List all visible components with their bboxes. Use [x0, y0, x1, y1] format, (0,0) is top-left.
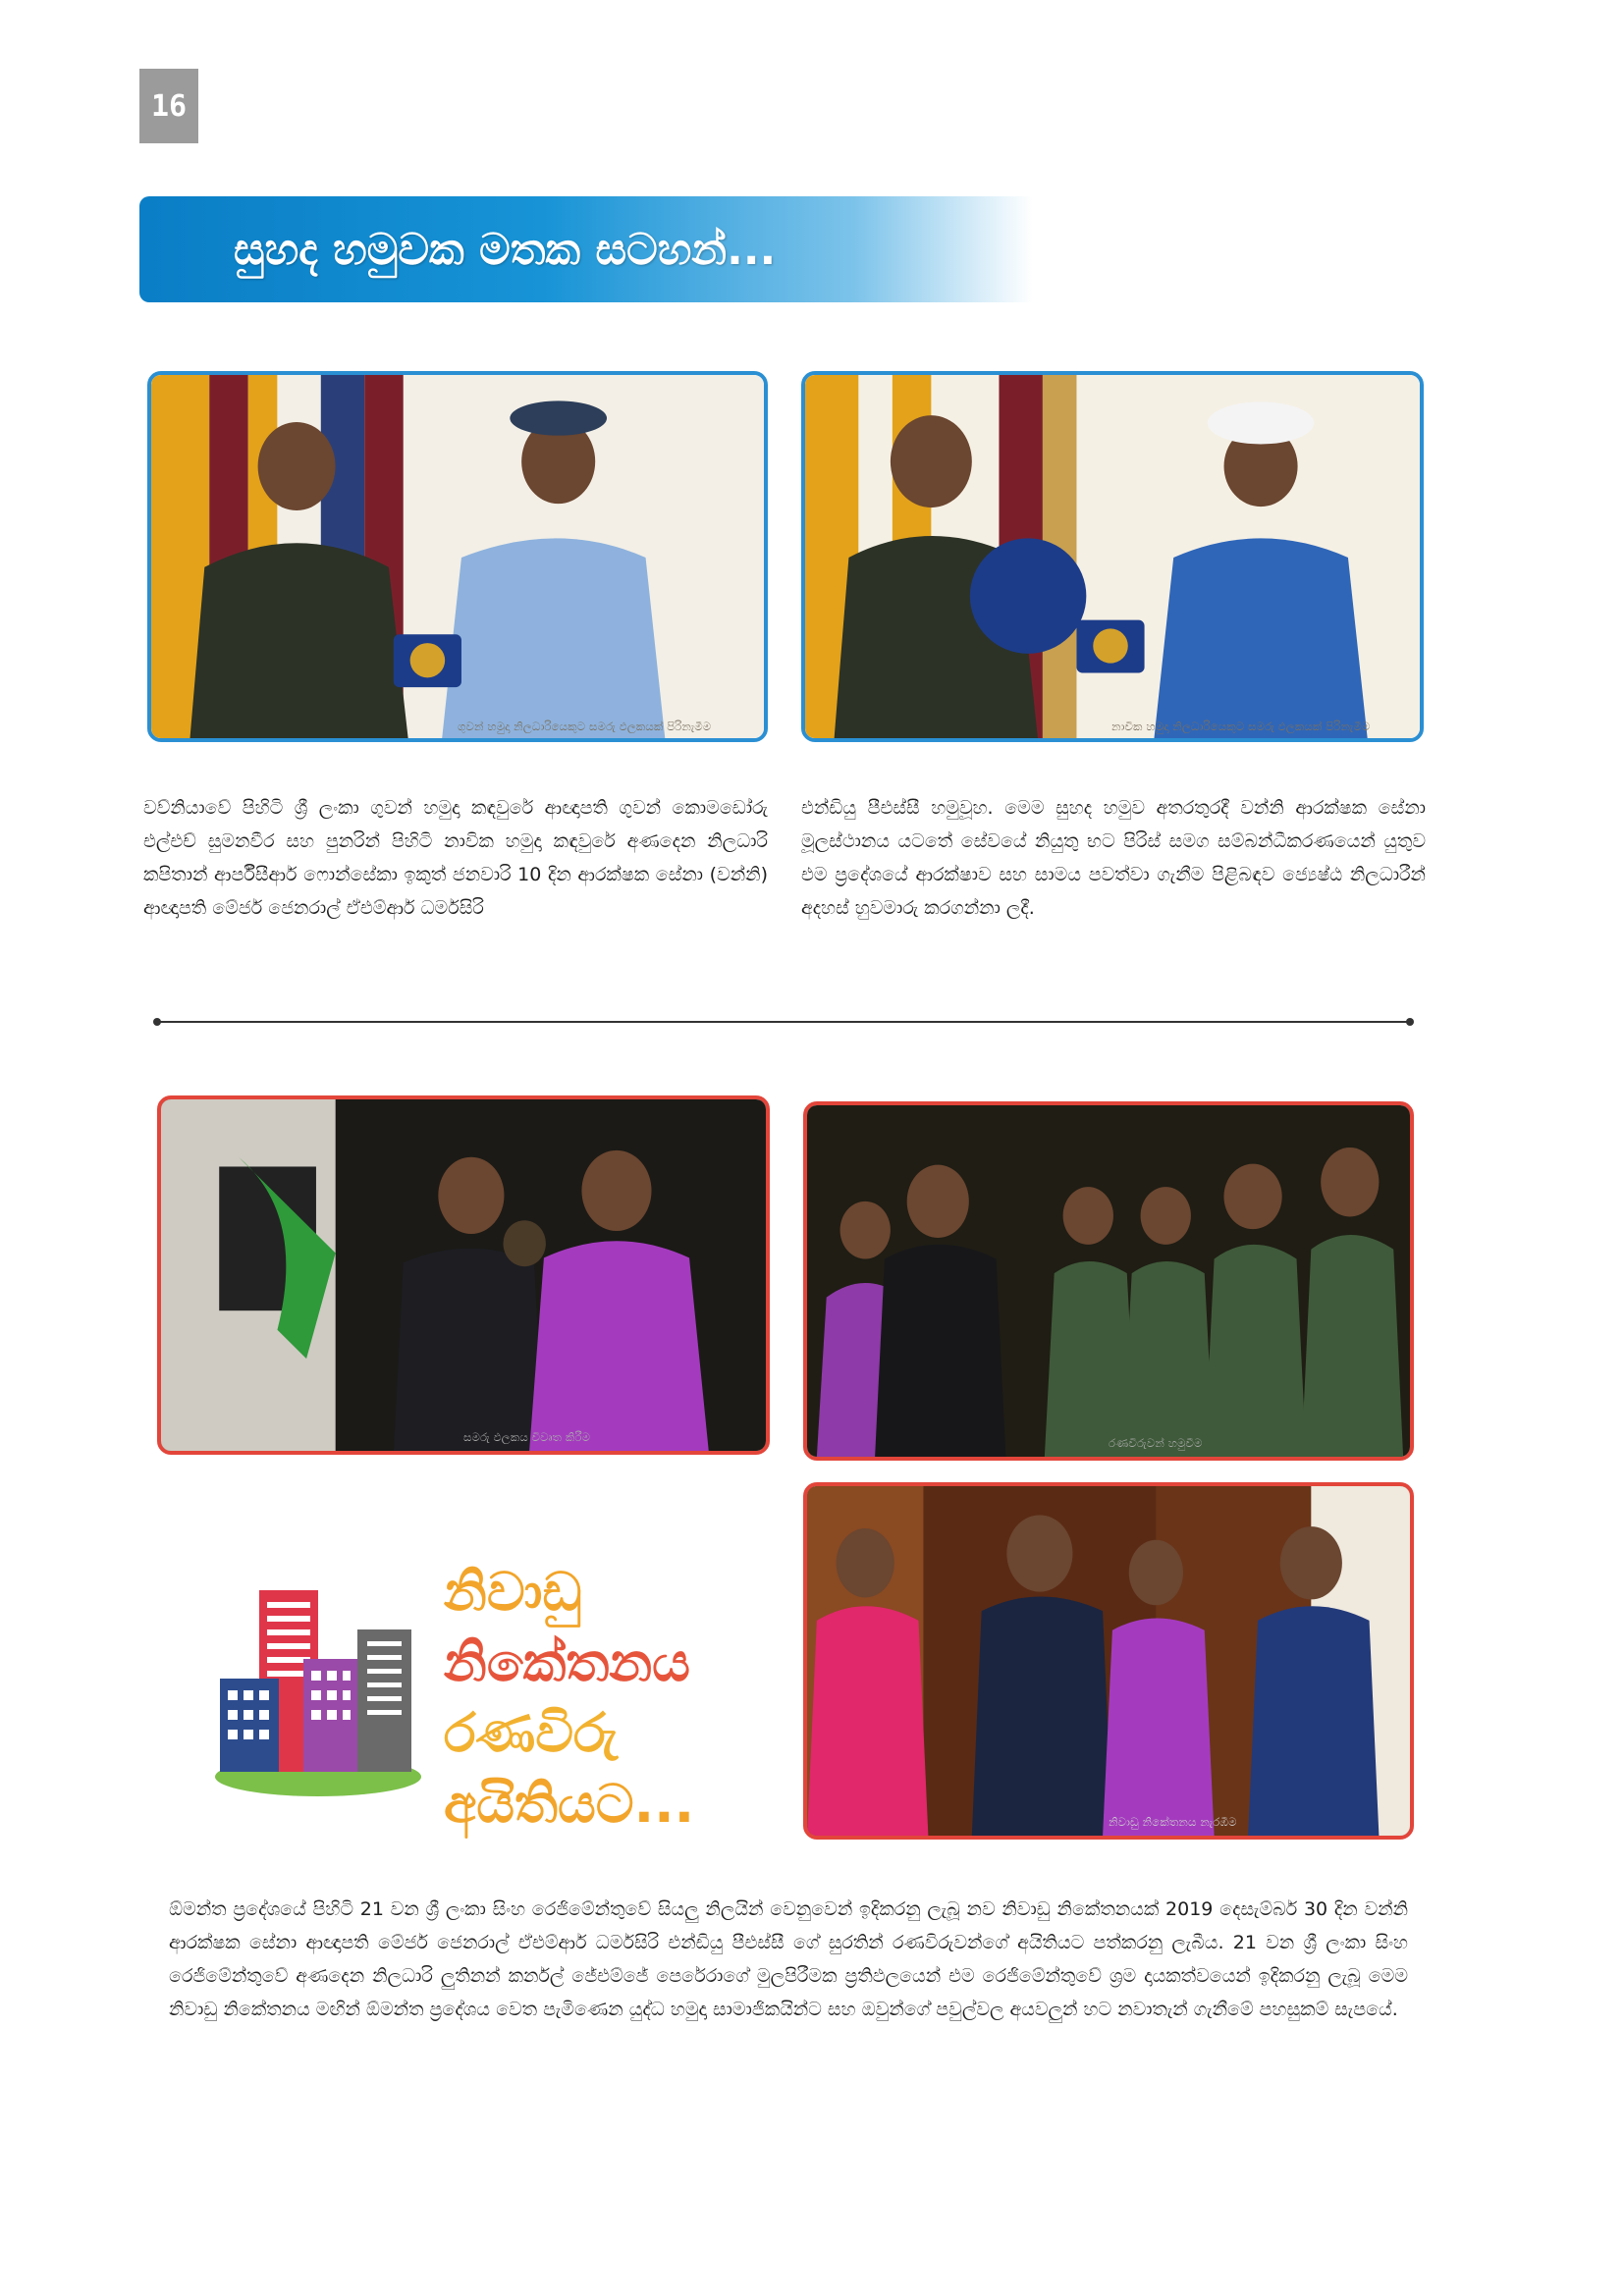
- photo-plaque-unveiling: [157, 1095, 770, 1455]
- article1-col1: වව්නියාවේ පිහිටි ශ්‍රී ලංකා ගුවන් හමුදා කඳවුරේ ආඥාපති ගුවන් කොමඩෝරු එල්එච් සුමනවීර සහ පුනරින් පිහිටි නාවික හමුදා කඳවුරේ අණදෙන නිලධාරි කපිතාන් ආර්පීසීආර් ෆොන්සේකා ඉකුත් ජනවාරි 10 දින ආරක්ෂක සේනා (වන්නි) ආඥාපති මේජර් ජෙනරාල් ඒඑම්ආර් ධර්මසිරි: [143, 797, 768, 919]
- section-divider: [157, 1021, 1410, 1023]
- photo-airforce-meeting: [147, 371, 768, 742]
- banner-title: සුහද හමුවක මතක සටහන්...: [234, 224, 777, 275]
- article1-col2: එන්ඩියු පීඑස්සී හමුවූහ. මෙම සුහද හමුව අතරතුරදී වන්නි ආරක්ෂක සේනා මූලස්ථානය යටතේ සේවයේ නියුතු භට පිරිස් සමග සම්බන්ධීකරණයෙන් යුතුව එම ප්‍රදේශයේ ආරක්ෂාව සහ සාමය පවත්වා ගැනීම පිළිබඳව ජ්‍යෙෂ්ඨ නිලධාරීන් අදහස් හුවමාරු කරගන්නා ලදී.: [801, 797, 1426, 919]
- article2-body: ඕමන්ත ප්‍රදේශයේ පිහිටි 21 වන ශ්‍රී ලංකා සිංහ රෙජිමේන්තුවේ සියලු නිලයින් වෙනුවෙන් ඉදිකරනු ලැබූ නව නිවාඩු නිකේතනයක් 2019 දෙසැම්බර් 30 දින වන්නි ආරක්ෂක සේනා ආඥාපති මේජර් ජෙනරාල් ඒඑම්ආර් ධර්මසිරි එන්ඩියු පීඑස්සී ගේ සුරතින් රණවිරුවන්ගේ අයිතියට පත්කරනු ලැබීය. 21 වන ශ්‍රී ලංකා සිංහ රෙජිමේන්තුවේ අණදෙන නිලධාරි ලුතිනන් කර්නල් ජේඑම්ජේ පෙරේරාගේ මුලපිරීමක ප්‍රතිඵලයෙන් එම රෙජිමේන්තුවේ ශ්‍රම දායකත්වයෙන් ඉදිකරනු ලැබූ මෙම නිවාඩු නිකේතනය මඟින් ඕමන්ත ප්‍රදේශය වෙත පැමිණෙන යුද්ධ හමුදා සාමාජිකයින්ට සහ ඔවුන්ගේ පවුල්වල අයවලුන් හට නවාතැන් ගැනීමේ පහසුකම් සැපයේ.: [169, 1898, 1408, 2020]
- photo-caption-5: නිවාඩු නිකේතනය නැරඹීම: [1109, 1815, 1237, 1830]
- logo-line-3: රණවිරු: [444, 1702, 619, 1764]
- section-banner: [139, 196, 1033, 302]
- photo-navy-meeting: [801, 371, 1424, 742]
- page-number: 16: [139, 69, 198, 143]
- photo-caption-3: සමරු ඵලකය විවෘත කිරීම: [462, 1430, 591, 1445]
- photo-caption-4: රණවිරුවන් හමුවීම: [1109, 1436, 1203, 1451]
- logo-line-1: නිවාඩු: [444, 1561, 582, 1623]
- logo-line-4: අයිතියට...: [444, 1773, 695, 1835]
- logo-line-2: නිකේතනය: [444, 1631, 690, 1693]
- photo-soldiers-greeting: [803, 1101, 1414, 1461]
- photo-caption-2: නාවික හමුදා නිලධාරියෙකුට සමරු ඵලකයක් පිරිනැමීම: [1111, 720, 1371, 734]
- photo-group-doorway: [803, 1482, 1414, 1840]
- photo-caption-1: ගුවන් හමුදා නිලධාරියෙකුට සමරු ඵලකයක් පිරිනැමීම: [458, 720, 712, 734]
- holiday-home-logo-icon: [210, 1571, 426, 1796]
- holiday-home-logo-text: [444, 1557, 738, 1840]
